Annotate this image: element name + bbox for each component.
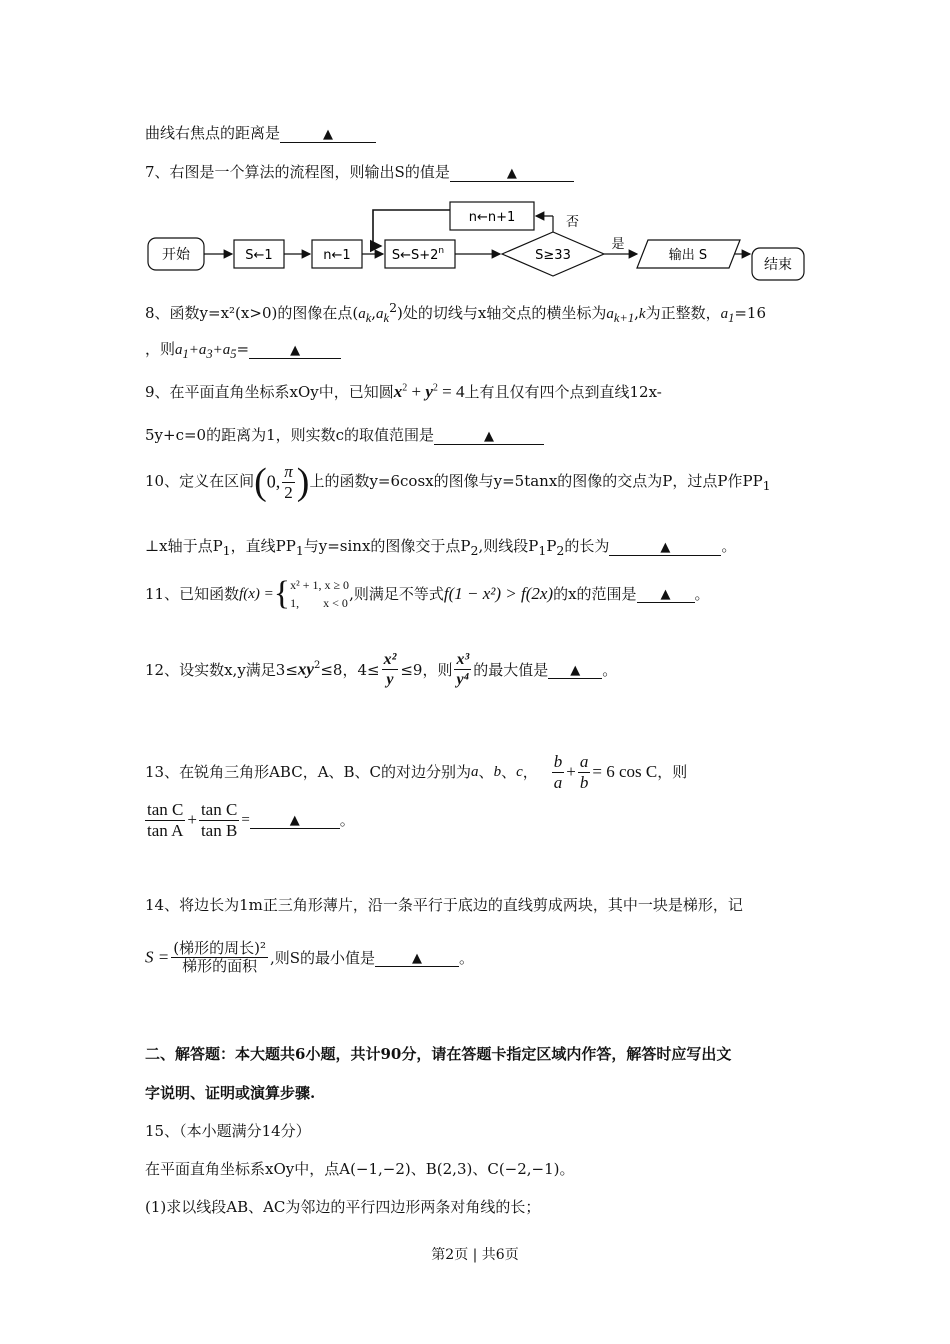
flow-no-label: 否	[566, 215, 580, 230]
q7-line	[145, 163, 574, 182]
flow-n-init-label: n←1	[323, 248, 351, 263]
q10-line1: 10、定义在区间(0, $\frac{\pi}{2}$ )上的函数y=6cosx的图像与y=5tanx的图像的交点为P，过点P作$PP_1$	[145, 461, 771, 504]
q8-answer-blank: ▲	[249, 341, 341, 359]
section2-heading-line1: 二、解答题：本大题共6小题，共计90分，请在答题卡指定区域内作答，解答时应写出文	[145, 1045, 732, 1063]
flow-update-label: $S\leftarrow S+2^n$	[391, 246, 445, 263]
flow-s-init-label: S←1	[245, 248, 273, 263]
q7-answer-blank: ▲	[450, 164, 574, 182]
flow-start-label: 开始	[162, 247, 190, 263]
q11-line: 11、已知函数f(x) ={ x² + 1, x ≥ 0 1, x < 0 ,则满足不等式f(1 − x²) > f(2x)的x的范围是 ▲ 。	[145, 575, 710, 612]
q15-head: 15、（本小题满分14分）	[145, 1122, 311, 1140]
q9-line1: 9、在平面直角坐标系xOy中，已知圆$x^2 + y^2 = 4$上有且仅有四个点到直线12x-	[145, 382, 662, 401]
section2-heading-line2: 字说明、证明或演算步骤.	[145, 1084, 316, 1102]
q13-line2: $\frac{\text{tan C}}{\text{tan A}}$ + $\frac{\text{tan C}}{\text{tan B}}$ = ▲ 。	[147, 800, 355, 840]
q9-line2: 5y+c=0的距离为1，则实数c的取值范围是 ▲	[145, 426, 544, 445]
flow-yes-label: 是	[611, 237, 625, 252]
q10-line2: ⊥x轴于点$P_1$，直线$PP_1$与y=sinx的图像交于点$P_2$,则线段$P_1P_2$的长为 ▲ 。	[145, 537, 737, 558]
q10-answer-blank: ▲	[609, 538, 721, 556]
q6-line	[145, 124, 376, 143]
q11-answer-blank: ▲	[637, 585, 695, 603]
q8-line1: 8、函数y=x²(x>0)的图像在点$(a_k,a_k^2)$处的切线与x轴交点的横坐标为$a_{k+1},k$为正整数，$a_1=16$	[145, 300, 766, 325]
q8-line2: ，则$a_1+a_3+a_5=$ ▲	[145, 340, 341, 362]
q14-line2: S = $\frac{\text{(梯形的周长)²}}{\text{梯形的面积}}$ ,则S的最小值是 ▲ 。	[145, 939, 475, 976]
q13-line1: 13、在锐角三角形ABC，A、B、C的对边分别为a、b、c， $\frac{b}{a}$ + $\frac{a}{b}$ = 6 cos C，则	[145, 752, 688, 792]
q14-line1: 14、将边长为1m正三角形薄片，沿一条平行于底边的直线剪成两块，其中一块是梯形，记	[145, 896, 743, 914]
flowchart	[140, 196, 820, 286]
flow-condition-label: S≥33	[535, 248, 571, 263]
q7-text: 7、右图是一个算法的流程图，则输出S的值是	[145, 163, 450, 181]
q9-answer-blank: ▲	[434, 427, 544, 445]
q12-answer-blank: ▲	[548, 661, 602, 679]
q15-line2: (1)求以线段AB、AC为邻边的平行四边形两条对角线的长；	[145, 1198, 541, 1216]
q15-line1: 在平面直角坐标系xOy中，点A(−1,−2)、B(2,3)、C(−2,−1)。	[145, 1160, 575, 1178]
q6-answer-blank: ▲	[280, 125, 376, 143]
page-footer: 第2页 | 共6页	[431, 1247, 519, 1263]
q6-text: 曲线右焦点的距离是	[145, 124, 281, 142]
flow-incr-label: n←n+1	[468, 210, 516, 225]
flow-output-label: 输出 S	[668, 248, 708, 263]
flow-end-label: 结束	[764, 257, 792, 273]
q12-line: 12、设实数x,y满足$3\le xy^2\le 8$，4≤ $\frac{\text{x²}}{y}$ ≤9，则 $\frac{\text{x³}}{\text{y⁴}}$ 的最大值是 ▲ 。	[145, 651, 618, 689]
q13-answer-blank: ▲	[250, 811, 340, 829]
q14-answer-blank: ▲	[375, 949, 459, 967]
